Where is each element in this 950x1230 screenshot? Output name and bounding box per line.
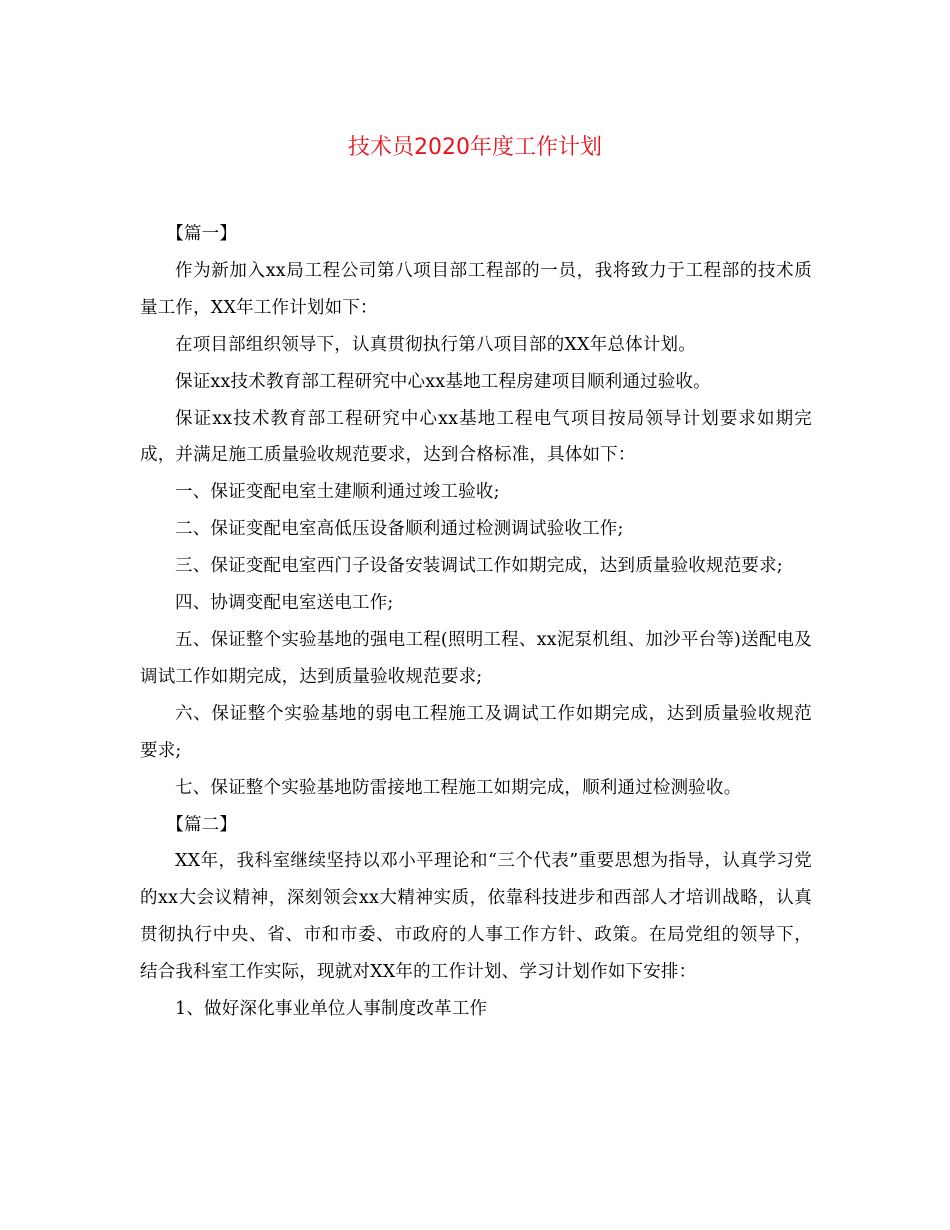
- list-item: 七、保证整个实验基地防雷接地工程施工如期完成，顺利通过检测验收。: [175, 777, 742, 798]
- document-body: [140, 216, 812, 1028]
- list-item: 六、保证整个实验基地的弱电工程施工及调试工作如期完成，达到质量验收规范要求;: [140, 703, 812, 761]
- section-heading-2: 【篇二】: [166, 814, 238, 835]
- list-item: 三、保证变配电室西门子设备安装调试工作如期完成，达到质量验收规范要求;: [175, 556, 783, 577]
- list-item: 五、保证整个实验基地的强电工程(照明工程、xx泥泵机组、加沙平台等)送配电及调试工作如期完成，达到质量验收规范要求;: [140, 629, 812, 687]
- list-item: 一、保证变配电室土建顺利通过竣工验收;: [175, 482, 500, 503]
- paragraph: XX年，我科室继续坚持以邓小平理论和“三个代表”重要思想为指导，认真学习党的xx大会议精神，深刻领会xx大精神实质，依靠科技进步和西部人才培训战略，认真贯彻执行中央、省、市和市委、市政府的人事工作方针、政策。在局党组的领导下，结合我科室工作实际，现就对XX年的工作计划、学习计划作如下安排：: [140, 851, 812, 983]
- paragraph: 保证xx技术教育部工程研究中心xx基地工程房建项目顺利通过验收。: [175, 371, 711, 392]
- paragraph: 保证xx技术教育部工程研究中心xx基地工程电气项目按局领导计划要求如期完成，并满足施工质量验收规范要求，达到合格标准，具体如下：: [140, 408, 812, 466]
- section-heading-1: 【篇一】: [166, 224, 238, 244]
- list-item: 四、协调变配电室送电工作;: [175, 593, 394, 614]
- paragraph: 1、做好深化事业单位人事制度改革工作: [175, 999, 488, 1020]
- paragraph: 在项目部组织领导下，认真贯彻执行第八项目部的XX年总体计划。: [175, 334, 696, 355]
- list-item: 二、保证变配电室高低压设备顺利通过检测调试验收工作;: [175, 519, 624, 540]
- document-title: 技术员2020年度工作计划: [348, 135, 602, 160]
- paragraph: 作为新加入xx局工程公司第八项目部工程部的一员，我将致力于工程部的技术质量工作，XX年工作计划如下：: [140, 260, 812, 318]
